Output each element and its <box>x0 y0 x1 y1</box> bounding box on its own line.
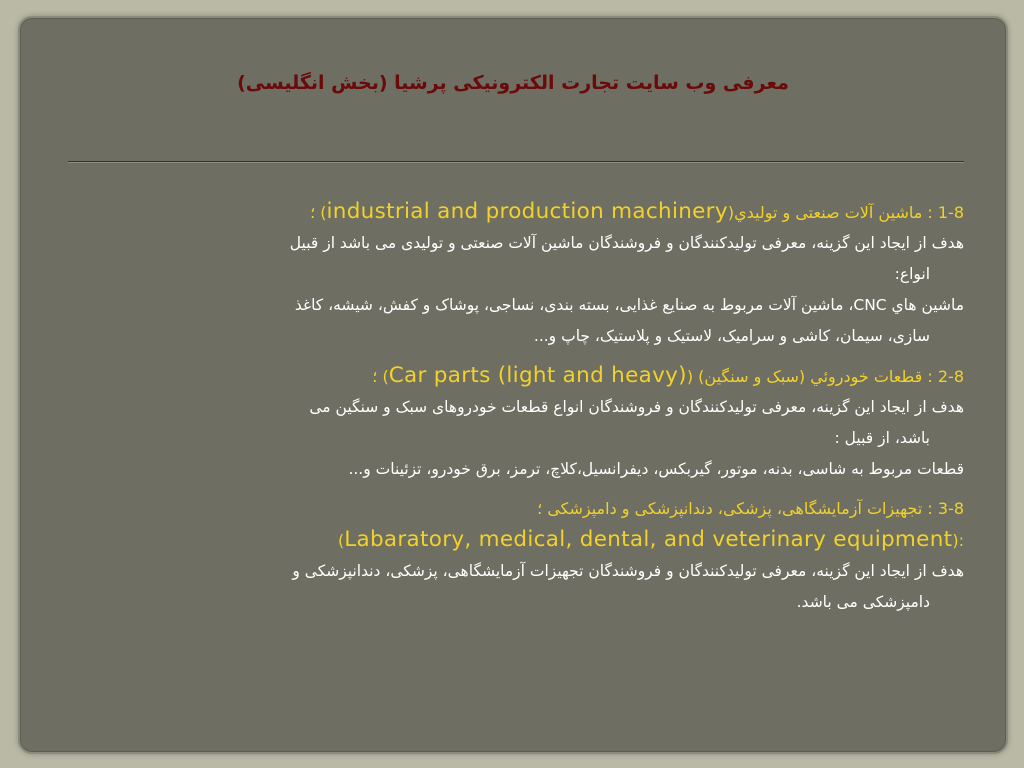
section-2-purpose-line-2: باشد، از قبیل : <box>834 429 930 447</box>
slide-title: معرفی وب سایت تجارت الکترونیکی پرشیا (بخش انگلیسی) <box>237 72 789 94</box>
section-2-heading <box>70 360 964 392</box>
section-2-heading-fa: 2-8 : قطعات خودروئي (سبک و سنگین) ( <box>686 367 964 386</box>
section-1-heading-en: industrial and production machinery <box>326 199 728 224</box>
slide-content <box>70 196 964 618</box>
section-3-heading-en-close: ): <box>952 531 964 550</box>
section-3-heading <box>70 493 964 524</box>
section-3-heading-en: Labaratory, medical, dental, and veterinary equipment <box>344 527 953 552</box>
section-2-items-line-1: قطعات مربوط به شاسی، بدنه، موتور، گیربکس، دیفرانسیل،کلاچ، ترمز، برق خودرو، تزئینات و... <box>348 460 964 478</box>
section-3-heading-en-wrap <box>338 524 964 556</box>
title-divider <box>68 161 964 163</box>
section-2-heading-en: Car parts (light and heavy) <box>388 363 687 388</box>
section-3-heading-en-line <box>70 524 964 556</box>
section-1-items-line-2: سازی، سیمان، کاشی و سرامیک، لاستیک و پلاستیک، چاپ و... <box>533 327 930 345</box>
section-3-purpose-line-1: هدف از ایجاد این گزینه، معرفی تولیدکنندگان و فروشندگان تجهیزات آزمایشگاهی، پزشکی، دندانپزشکی و <box>292 562 964 580</box>
section-3-heading-fa: 3-8 : تجهیزات آزمایشگاهی، پزشکی، دندانپزشکی و دامپزشکی ؛ <box>537 499 964 518</box>
slide <box>18 16 1008 754</box>
section-2-purpose-line-1: هدف از ایجاد این گزینه، معرفی تولیدکنندگان و فروشندگان انواع قطعات خودروهای سبک و سنگین می <box>309 398 964 416</box>
section-1-items-line-1: ماشین هاي CNC، ماشین آلات مربوط به صنایع غذایی، بسته بندی، نساجی، پوشاک و کفش، شیشه، کاغذ <box>294 296 964 314</box>
section-2-heading-tail: ) ؛ <box>372 367 389 386</box>
section-3-purpose-line-2: دامپزشکی می باشد. <box>796 593 930 611</box>
section-1-heading-tail: ) ؛ <box>310 203 327 222</box>
section-1-purpose-line-1: هدف از ایجاد این گزینه، معرفی تولیدکنندگان و فروشندگان ماشین آلات صنعتی و تولیدی می باشد از قبیل <box>289 234 964 252</box>
section-1-heading <box>70 196 964 228</box>
section-3-heading-en-open: ( <box>337 531 345 550</box>
section-1-heading-fa: 1-8 : ماشین آلات صنعتی و تولیدي( <box>727 203 964 222</box>
section-1-purpose-line-2: انواع: <box>894 265 930 283</box>
